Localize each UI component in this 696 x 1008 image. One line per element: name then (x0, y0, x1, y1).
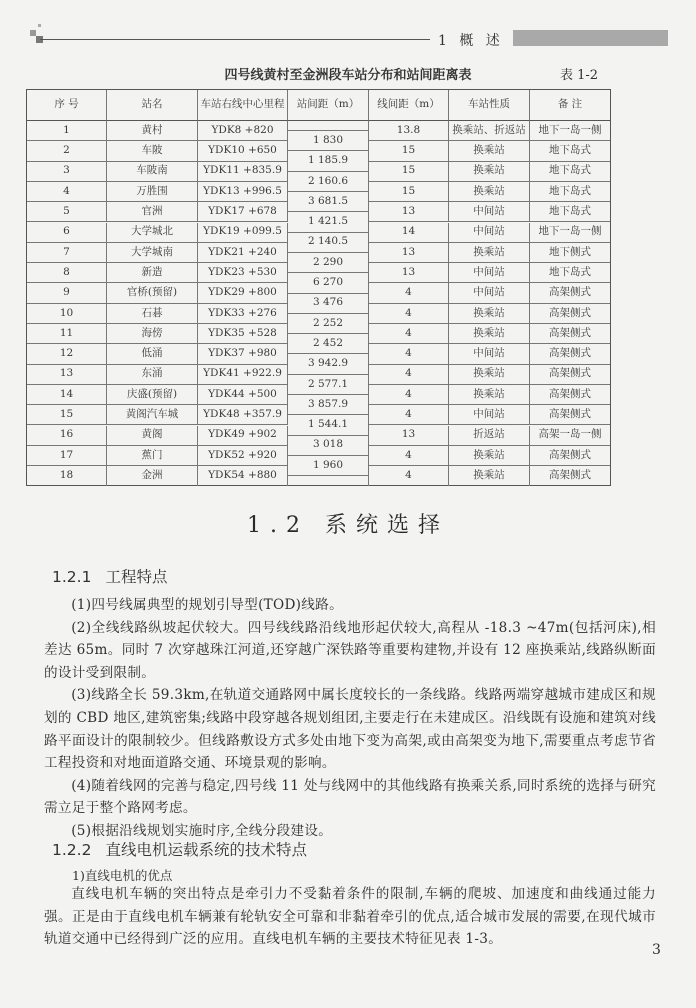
table-cell-no: 3 (27, 162, 107, 182)
table-cell-type: 换乘站 (449, 466, 530, 486)
header-bar (513, 30, 668, 46)
paragraph: (4)随着线网的完善与稳定,四号线 11 处与线网中的其他线路有换乘关系,同时系统的选择与研究需立足于整个路网考虑。 (44, 777, 656, 817)
table-cell-note: 高架侧式 (530, 324, 610, 344)
table-cell-track_gap: 13 (369, 243, 449, 263)
table-cell-name: 蕉门 (107, 446, 198, 466)
table-cell-mileage: YDK21 +240 (198, 243, 288, 263)
table-cell-type: 换乘站 (449, 182, 530, 202)
table-cell-track_gap: 15 (369, 182, 449, 202)
table-cell-no: 1 (27, 121, 107, 141)
header-rule (40, 39, 430, 40)
table-cell-name: 低涌 (107, 344, 198, 364)
table-cell-mileage: YDK11 +835.9 (198, 162, 288, 182)
table-cell-track_gap: 13 (369, 202, 449, 222)
table-cell-name: 官桥(预留) (107, 283, 198, 303)
table-cell-name: 庆盛(预留) (107, 385, 198, 405)
table-cell-name: 车陂南 (107, 162, 198, 182)
heading-number: 1.2.2 (52, 841, 92, 859)
table-cell-track_gap: 4 (369, 304, 449, 324)
table-cell-station-spacing: 1 544.1 (288, 415, 369, 435)
table-cell-no: 9 (27, 283, 107, 303)
table-cell-name: 大学城南 (107, 243, 198, 263)
column-header: 站间距（m） (288, 90, 369, 121)
table-cell-type: 中间站 (449, 223, 530, 243)
table-cell-note: 高架一岛一侧 (530, 426, 610, 446)
table-cell-note: 地下岛式 (530, 162, 610, 182)
table-cell-no: 8 (27, 263, 107, 283)
table-cell-no: 7 (27, 243, 107, 263)
table-cell-type: 中间站 (449, 263, 530, 283)
table-cell-name: 黄阁汽车城 (107, 405, 198, 425)
sub-heading: 1)直线电机的优点 (72, 868, 173, 883)
table-cell-no: 18 (27, 466, 107, 486)
table-cell-spacing-blank (288, 476, 369, 486)
paragraph: (3)线路全长 59.3km,在轨道交通路网中属长度较长的一条线路。线路两端穿越城市建成区和规划的 CBD 地区,建筑密集;线路中段穿越各规划组团,主要走行在未建成区。沿线既有设施和建筑对线路平面设计的限制较少。但线路敷设方式多处由地下变为高架,或由高架变为地下,需要重点考虑节省工程投资和对地面道路交通、环境景观的影响。 (44, 687, 656, 772)
table-cell-name: 新造 (107, 263, 198, 283)
table-cell-no: 12 (27, 344, 107, 364)
table-cell-note: 地下一岛一侧 (530, 121, 610, 141)
table-cell-track_gap: 4 (369, 385, 449, 405)
table-cell-note: 地下侧式 (530, 243, 610, 263)
table-cell-station-spacing: 1 960 (288, 456, 369, 476)
table-cell-type: 换乘站 (449, 324, 530, 344)
table-cell-station-spacing: 1 830 (288, 131, 369, 151)
table-cell-track_gap: 4 (369, 365, 449, 385)
table-cell-track_gap: 14 (369, 223, 449, 243)
table-cell-track_gap: 13 (369, 263, 449, 283)
table-cell-note: 地下一岛一侧 (530, 223, 610, 243)
table-cell-station-spacing: 2 577.1 (288, 375, 369, 395)
table-cell-note: 高架侧式 (530, 446, 610, 466)
header-decoration (38, 24, 41, 27)
table-cell-mileage: YDK13 +996.5 (198, 182, 288, 202)
table-cell-station-spacing: 3 018 (288, 436, 369, 456)
table-cell-mileage: YDK10 +650 (198, 141, 288, 161)
table-cell-track_gap: 13.8 (369, 121, 449, 141)
table-cell-station-spacing: 3 942.9 (288, 354, 369, 374)
table-cell-no: 15 (27, 405, 107, 425)
table-cell-mileage: YDK48 +357.9 (198, 405, 288, 425)
table-cell-name: 大学城北 (107, 223, 198, 243)
table-cell-station-spacing: 6 270 (288, 273, 369, 293)
table-cell-track_gap: 4 (369, 283, 449, 303)
table-cell-type: 换乘站 (449, 162, 530, 182)
table-cell-no: 16 (27, 426, 107, 446)
table-cell-track_gap: 4 (369, 446, 449, 466)
table-cell-track_gap: 15 (369, 162, 449, 182)
table-cell-mileage: YDK37 +980 (198, 344, 288, 364)
heading-text: 工程特点 (105, 568, 168, 586)
section-title: 1.2 系统选择 (247, 513, 449, 538)
table-cell-station-spacing: 2 252 (288, 314, 369, 334)
column-header: 备 注 (530, 90, 610, 121)
table-cell-no: 10 (27, 304, 107, 324)
table-cell-name: 车陂 (107, 141, 198, 161)
table-cell-type: 折返站 (449, 426, 530, 446)
table-cell-mileage: YDK49 +902 (198, 426, 288, 446)
column-header: 序 号 (27, 90, 107, 121)
table-cell-note: 高架侧式 (549, 469, 591, 482)
table-cell-name: 金洲 (107, 466, 198, 486)
table-cell-type: 换乘站、折返站 (449, 121, 530, 141)
table-cell-mileage: YDK52 +920 (198, 446, 288, 466)
table-cell-station-spacing: 2 452 (288, 334, 369, 354)
table-title: 四号线黄村至金洲段车站分布和站间距离表 (224, 68, 472, 83)
table-cell-mileage: YDK8 +820 (198, 121, 288, 141)
table-cell-mileage: YDK33 +276 (198, 304, 288, 324)
column-header: 车站右线中心里程 (198, 90, 288, 121)
running-header-chapter: 1 概 述 (438, 33, 500, 49)
subsection-heading-1-2-2 (52, 838, 307, 860)
table-cell-station-spacing: 2 140.5 (288, 233, 369, 253)
table-cell-station-spacing: 1 421.5 (288, 212, 369, 232)
station-table (26, 89, 611, 486)
table-cell-name: 黄村 (107, 121, 198, 141)
table-cell-type: 中间站 (449, 344, 530, 364)
table-cell-type: 换乘站 (449, 385, 530, 405)
table-cell-station-spacing: 3 681.5 (288, 192, 369, 212)
table-cell-note: 地下岛式 (530, 141, 610, 161)
table-cell-track_gap: 4 (369, 405, 449, 425)
table-cell-no: 6 (27, 223, 107, 243)
table-cell-name: 万胜围 (107, 182, 198, 202)
table-cell-mileage: YDK35 +528 (198, 324, 288, 344)
table-cell-type: 换乘站 (449, 365, 530, 385)
subsection-heading-1-2-1 (52, 565, 167, 587)
table-cell-no: 2 (27, 141, 107, 161)
table-cell-station-spacing: 2 160.6 (288, 172, 369, 192)
table-number: 表 1-2 (560, 68, 599, 83)
column-header: 站名 (107, 90, 198, 121)
table-cell-track_gap: 4 (369, 344, 449, 364)
table-cell-type: 中间站 (449, 405, 530, 425)
table-cell-type: 换乘站 (449, 446, 530, 466)
table-cell-type: 中间站 (449, 202, 530, 222)
table-cell-station-spacing: 3 476 (288, 294, 369, 314)
paragraph: (5)根据沿线规划实施时序,全线分段建设。 (71, 822, 333, 839)
heading-number: 1.2.1 (52, 568, 92, 586)
table-cell-station-spacing: 2 290 (288, 253, 369, 273)
table-cell-mileage: YDK19 +099.5 (198, 223, 288, 243)
table-cell-track_gap: 4 (369, 466, 449, 486)
table-cell-mileage: YDK23 +530 (198, 263, 288, 283)
table-cell-mileage: YDK54 +880 (198, 466, 288, 486)
paragraph: (1)四号线属典型的规划引导型(TOD)线路。 (71, 597, 343, 613)
table-cell-track_gap: 13 (369, 426, 449, 446)
heading-text: 直线电机运载系统的技术特点 (105, 841, 307, 859)
table-cell-no: 4 (27, 182, 107, 202)
column-header: 车站性质 (449, 90, 530, 121)
table-cell-note: 地下岛式 (530, 182, 610, 202)
table-cell-no: 11 (27, 324, 107, 344)
table-cell-type: 换乘站 (449, 243, 530, 263)
table-cell-note: 高架侧式 (530, 365, 610, 385)
table-cell-type: 换乘站 (449, 141, 530, 161)
table-cell-no: 14 (27, 385, 107, 405)
paragraph: 直线电机车辆的突出特点是牵引力不受黏着条件的限制,车辆的爬坡、加速度和曲线通过能力强。正是由于直线电机车辆兼有轮轨安全可靠和非黏着牵引的优点,适合城市发展的需要,在现代城市轨道交通中已经得到广泛的应用。直线电机车辆的主要技术特征见表 1-3。 (44, 886, 656, 948)
table-cell-mileage: YDK17 +678 (198, 202, 288, 222)
table-cell-type: 换乘站 (449, 304, 530, 324)
table-cell-track_gap: 4 (369, 324, 449, 344)
table-cell-name: 东涌 (107, 365, 198, 385)
table-cell-note: 高架侧式 (530, 385, 610, 405)
page-number: 3 (652, 942, 661, 958)
table-cell-note: 地下岛式 (530, 202, 610, 222)
table-cell-station-spacing: 3 857.9 (288, 395, 369, 415)
table-cell-note: 高架侧式 (530, 283, 610, 303)
table-cell-note: 高架侧式 (530, 344, 610, 364)
table-cell-no: 17 (27, 446, 107, 466)
table-cell-spacing-blank (288, 121, 369, 131)
table-cell-no: 13 (27, 365, 107, 385)
table-cell-mileage: YDK41 +922.9 (198, 365, 288, 385)
table-cell-track_gap: 15 (369, 141, 449, 161)
table-cell-note: 高架侧式 (530, 304, 610, 324)
table-cell-name: 石碁 (107, 304, 198, 324)
table-cell-type: 中间站 (449, 283, 530, 303)
table-cell-name: 黄阁 (107, 426, 198, 446)
paragraph: (2)全线线路纵坡起伏较大。四号线线路沿线地形起伏较大,高程从 -18.3 ~47m(包括河床),相差达 65m。同时 7 次穿越珠江河道,还穿越广深铁路等重要构建物,并设有 12 座换乘站,线路纵断面的设计受到限制。 (44, 619, 656, 681)
section-1-2-1-body (44, 594, 656, 843)
table-cell-name: 海傍 (107, 324, 198, 344)
table-cell-note: 地下岛式 (530, 263, 610, 283)
column-header: 线间距（m） (369, 90, 449, 121)
table-cell-mileage: YDK29 +800 (198, 283, 288, 303)
table-cell-mileage: YDK44 +500 (198, 385, 288, 405)
table-cell-note: 高架侧式 (530, 405, 610, 425)
table-cell-name: 官洲 (107, 202, 198, 222)
table-cell-no: 5 (27, 202, 107, 222)
table-cell-station-spacing: 1 185.9 (288, 151, 369, 171)
